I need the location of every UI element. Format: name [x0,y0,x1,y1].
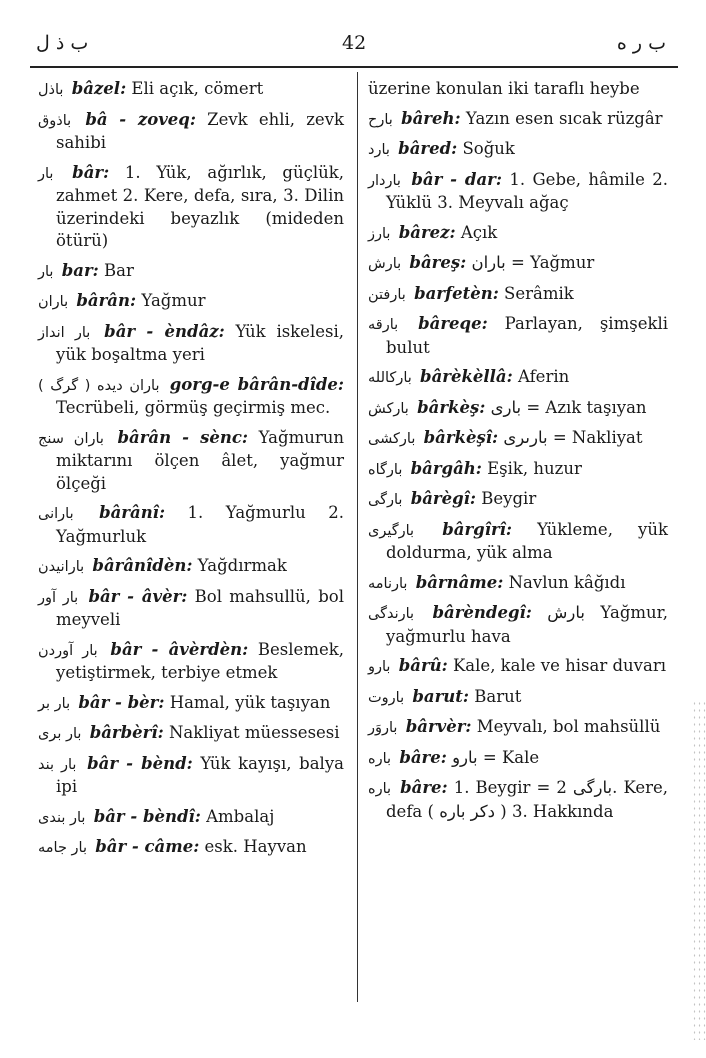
dictionary-entry [38,427,344,496]
arabic-headword: بار بندى [38,809,86,826]
definition: Ambalaj [206,806,275,826]
dictionary-entry [38,753,344,799]
dictionary-entry [368,572,668,596]
arabic-headword: بارانيدن [38,559,85,575]
definition: بارو = Kale [452,747,540,767]
dictionary-entry [368,283,668,307]
arabic-headword: باذل [38,82,64,98]
dictionary-entry [38,162,344,253]
arabic-headword: باره [368,750,392,767]
arabic-headword: بارگاه [368,461,403,478]
definition: بارىرى = Nakliyat [503,428,643,447]
dictionary-entry [368,747,668,771]
transliteration: barut: [412,686,469,706]
dictionary-entry [368,716,668,740]
left-column [38,78,344,867]
definition: Barut [474,686,522,706]
definition: Yazın esen sıcak rüzgâr [465,108,663,128]
transliteration: bâr: [72,162,110,182]
definition: Yük kayışı, balya ipi [56,753,344,796]
arabic-headword: بارح [368,111,393,128]
arabic-headword: باذوق [38,112,72,129]
transliteration: bârkèşî: [423,428,499,447]
transliteration: barfetèn: [414,283,499,303]
dictionary-entry [368,602,668,648]
dictionary-entry [368,108,668,132]
transliteration: bâred: [398,139,458,158]
arabic-headword: بارندگى [368,606,415,622]
arabic-headword: باروت [368,689,405,706]
dictionary-entry [368,366,668,390]
transliteration: bârèkèllâ: [420,367,513,386]
dictionary-entry [368,519,668,565]
definition: Nakliyat müessesesi [168,723,340,742]
dictionary-entry [38,722,344,746]
dictionary-entry [38,260,344,284]
definition: Yağmur [141,291,206,310]
transliteration: bâreh: [401,108,461,128]
definition: Eşik, huzur [487,458,582,478]
definition: Soğuk [462,139,515,158]
dictionary-entry [368,138,668,162]
transliteration: bârgîrî: [442,519,513,539]
definition: Aferin [517,367,570,386]
transliteration: bar: [61,260,99,280]
dictionary-entry [38,692,344,716]
transliteration: bârvèr: [405,717,472,736]
arabic-headword: بارانى [38,506,74,522]
transliteration: bâr - dar: [411,169,502,189]
definition: Tecrübeli, görmüş geçirmiş mec. [56,398,331,417]
transliteration: bârèndegî: [432,603,532,622]
arabic-headword: بارقه [368,317,399,333]
definition: Yükleme, yük doldurma, yük alma [386,519,669,562]
arabic-headword: باران [38,294,69,310]
transliteration: bâr - bènd: [87,753,193,773]
arabic-headword: باران دیده ( گرگ ) [38,377,160,394]
transliteration: bârgâh: [410,458,482,478]
arabic-headword: بار بند [38,756,77,773]
arabic-headword: بارگى [368,492,403,508]
arabic-headword: بارنامه [368,575,408,592]
dictionary-entry [38,806,344,830]
dictionary-entry [368,777,668,823]
definition: Açık [460,222,498,242]
dictionary-entry [368,427,668,451]
arabic-headword: بار [38,263,54,280]
dictionary-entry [368,686,668,710]
definition: Serâmik [504,283,574,303]
definition: 1. Yük, ağırlık, güçlük, zahmet 2. Kere, defa, sıra, 3. Dilin üzerindeki beyazlık (mideden ötürü) [56,162,344,250]
definition: Yük iskelesi, yük boşaltma yeri [56,321,344,364]
arabic-headword: باردار [368,172,401,189]
arabic-headword: باره [368,781,392,797]
transliteration: bârân: [76,291,137,310]
definition: Eli açık, cömert [131,79,264,98]
transliteration: bâre: [399,747,447,767]
transliteration: bâ - zoveq: [85,109,196,129]
arabic-headword: بارز [368,225,391,242]
dictionary-entry [38,290,344,314]
dictionary-entry [38,502,344,548]
transliteration: bâr - câme: [95,837,200,856]
dictionary-entry [368,397,668,421]
dictionary-entry [368,78,668,101]
dictionary-entry [38,836,344,860]
definition: 1. Beygir = بارگى 2. Kere, defa ( دكر باره ) 3. Hakkında [386,778,668,821]
definition: Bar [103,260,134,280]
definition: Yağdırmak [197,556,287,575]
definition: Beygir [481,489,537,508]
transliteration: bâr - bèndî: [93,806,201,826]
definition: Meyvalı, bol mahsüllü [476,717,661,736]
arabic-headword: باركشى [368,431,416,447]
dictionary-entry [38,555,344,579]
page-number: 42 [342,32,367,54]
definition: باران = Yağmur [471,253,595,272]
arabic-headword: بارش [368,256,402,272]
definition: Parlayan, şimşekli bulut [386,314,669,357]
definition: Navlun kâğıdı [508,572,626,592]
arabic-headword: بار انداز [38,324,91,341]
arabic-headword: بارو [368,659,391,675]
definition: Yağmurun miktarını ölçen âlet, yağmur ölçeği [56,427,344,493]
arabic-headword: بارد [368,142,390,158]
transliteration: bârû: [398,656,448,675]
transliteration: bârez: [398,222,456,242]
definition: esk. Hayvan [204,837,307,856]
arabic-headword: باران سنج [38,430,104,447]
definition: 1. Gebe, hâmile 2. Yüklü 3. Meyvalı ağaç [386,169,668,212]
dictionary-entry [368,252,668,276]
definition: Zevk ehli, zevk sahibi [56,109,345,152]
arabic-headword: باركش [368,400,409,417]
definition: Kale, kale ve hisar duvarı [452,656,666,675]
definition: 1. Yağmurlu 2. Yağmurluk [56,503,344,546]
transliteration: bârânîdèn: [92,556,193,575]
transliteration: bâr - âvèrdèn: [110,639,249,659]
scan-speckle [692,700,706,1040]
dictionary-entry [38,586,344,632]
header-letters-left: ب ذ ل [36,32,89,54]
dictionary-entry [368,313,668,359]
arabic-headword: بار آور [38,589,79,606]
arabic-headword: بارگيرى [368,522,415,539]
transliteration: bâr - bèr: [78,692,165,712]
dictionary-entry [38,78,344,102]
definition: بارى = Azık taşıyan [490,397,647,417]
dictionary-entry [38,639,344,685]
transliteration: bâzel: [71,79,127,98]
definition: بارش Yağmur, yağmurlu hava [386,603,668,646]
column-divider [357,72,358,1002]
transliteration: bârân - sènc: [117,427,248,447]
arabic-headword: بارفتن [368,286,406,303]
arabic-headword: بار آوردن [38,642,98,659]
transliteration: bârânî: [99,503,166,522]
arabic-headword: بار جامه [38,840,87,856]
dictionary-entry [368,458,668,482]
transliteration: bâr - âvèr: [88,586,188,606]
transliteration: gorg-e bârân-dîde: [169,374,344,394]
arabic-headword: بار برى [38,726,82,742]
transliteration: bârnâme: [415,572,504,592]
dictionary-entry [38,109,344,155]
dictionary-entry [368,655,668,679]
definition: Beslemek, yetiştirmek, terbiye etmek [56,639,344,682]
header-letters-right: ب ر ه [616,32,666,54]
definition: üzerine konulan iki taraflı heybe [368,79,640,98]
definition: Bol mahsullü, bol meyveli [56,586,344,629]
transliteration: bârkèş: [417,397,486,417]
dictionary-entry [38,321,344,367]
transliteration: bâr - èndâz: [104,321,225,341]
definition: Hamal, yük taşıyan [169,692,331,712]
dictionary-entry [38,374,344,420]
arabic-headword: باروَر [368,720,398,736]
arabic-headword: بار [38,165,54,182]
right-column [368,78,668,830]
transliteration: bâreş: [409,253,467,272]
transliteration: bâreqe: [418,314,488,333]
transliteration: bâre: [400,778,448,797]
arabic-headword: بار بر [38,695,71,712]
dictionary-entry [368,488,668,512]
arabic-headword: باركالله [368,370,412,386]
header-rule [30,66,678,68]
transliteration: bârbèrî: [89,723,164,742]
dictionary-entry [368,169,668,215]
transliteration: bârègî: [410,489,477,508]
dictionary-entry [368,222,668,246]
